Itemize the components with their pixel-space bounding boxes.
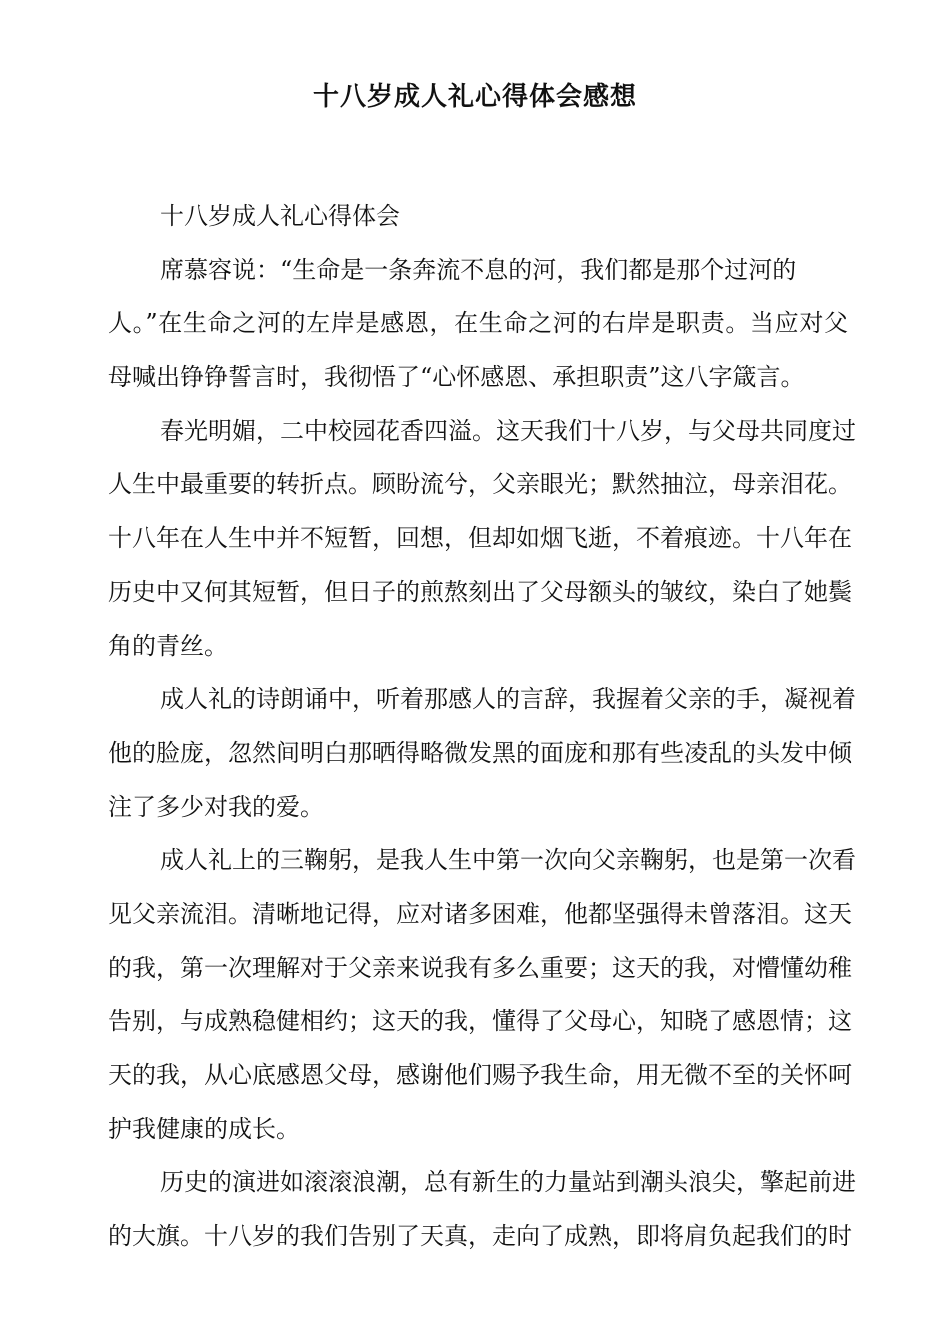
paragraph-line: 历史的演进如滚滚浪潮，总有新生的力量站到潮头浪尖，擎起前进 [160, 1168, 856, 1197]
paragraph-line: 告别，与成熟稳健相约；这天的我，懂得了父母心，知晓了感恩情；这 [108, 1007, 852, 1036]
paragraph-line: 的大旗。十八岁的我们告别了天真，走向了成熟，即将肩负起我们的时 [108, 1222, 852, 1251]
paragraph-line: 成人礼上的三鞠躬，是我人生中第一次向父亲鞠躬，也是第一次看 [160, 846, 856, 875]
paragraph-line: 人。”在生命之河的左岸是感恩，在生命之河的右岸是职责。当应对父 [108, 309, 848, 338]
paragraph-line: 人生中最重要的转折点。顾盼流兮，父亲眼光；默然抽泣，母亲泪花。 [108, 470, 852, 499]
paragraph-line: 春光明媚，二中校园花香四溢。这天我们十八岁，与父母共同度过 [160, 416, 856, 445]
paragraph-line: 十八年在人生中并不短暂，回想，但却如烟飞逝，不着痕迹。十八年在 [108, 524, 852, 553]
paragraph-line: 席慕容说：“生命是一条奔流不息的河，我们都是那个过河的 [160, 255, 797, 284]
paragraph-line: 的我，第一次理解对于父亲来说我有多么重要；这天的我，对懵懂幼稚 [108, 953, 852, 982]
paragraph-line: 他的脸庞，忽然间明白那晒得略微发黑的面庞和那有些凌乱的头发中倾 [108, 738, 852, 767]
paragraph-line: 天的我，从心底感恩父母，感谢他们赐予我生命，用无微不至的关怀呵 [108, 1061, 852, 1089]
document-title: 十八岁成人礼心得体会感想 [312, 82, 637, 112]
subtitle: 十八岁成人礼心得体会 [160, 202, 400, 230]
paragraph-line: 护我健康的成长。 [108, 1114, 300, 1143]
document-body [108, 190, 856, 1264]
paragraph-line: 历史中又何其短暂，但日子的煎熬刻出了父母额头的皱纹，染白了她鬓 [108, 577, 852, 606]
paragraph-line: 成人礼的诗朗诵中，听着那感人的言辞，我握着父亲的手，凝视着 [160, 685, 856, 714]
paragraph-line: 角的青丝。 [108, 631, 228, 660]
paragraph-line: 注了多少对我的爱。 [108, 792, 324, 821]
paragraph-line: 母喊出铮铮誓言时，我彻悟了“心怀感恩、承担职责”这八字箴言。 [108, 363, 805, 392]
paragraph-line: 见父亲流泪。清晰地记得，应对诸多困难，他都坚强得未曾落泪。这天 [108, 899, 852, 928]
